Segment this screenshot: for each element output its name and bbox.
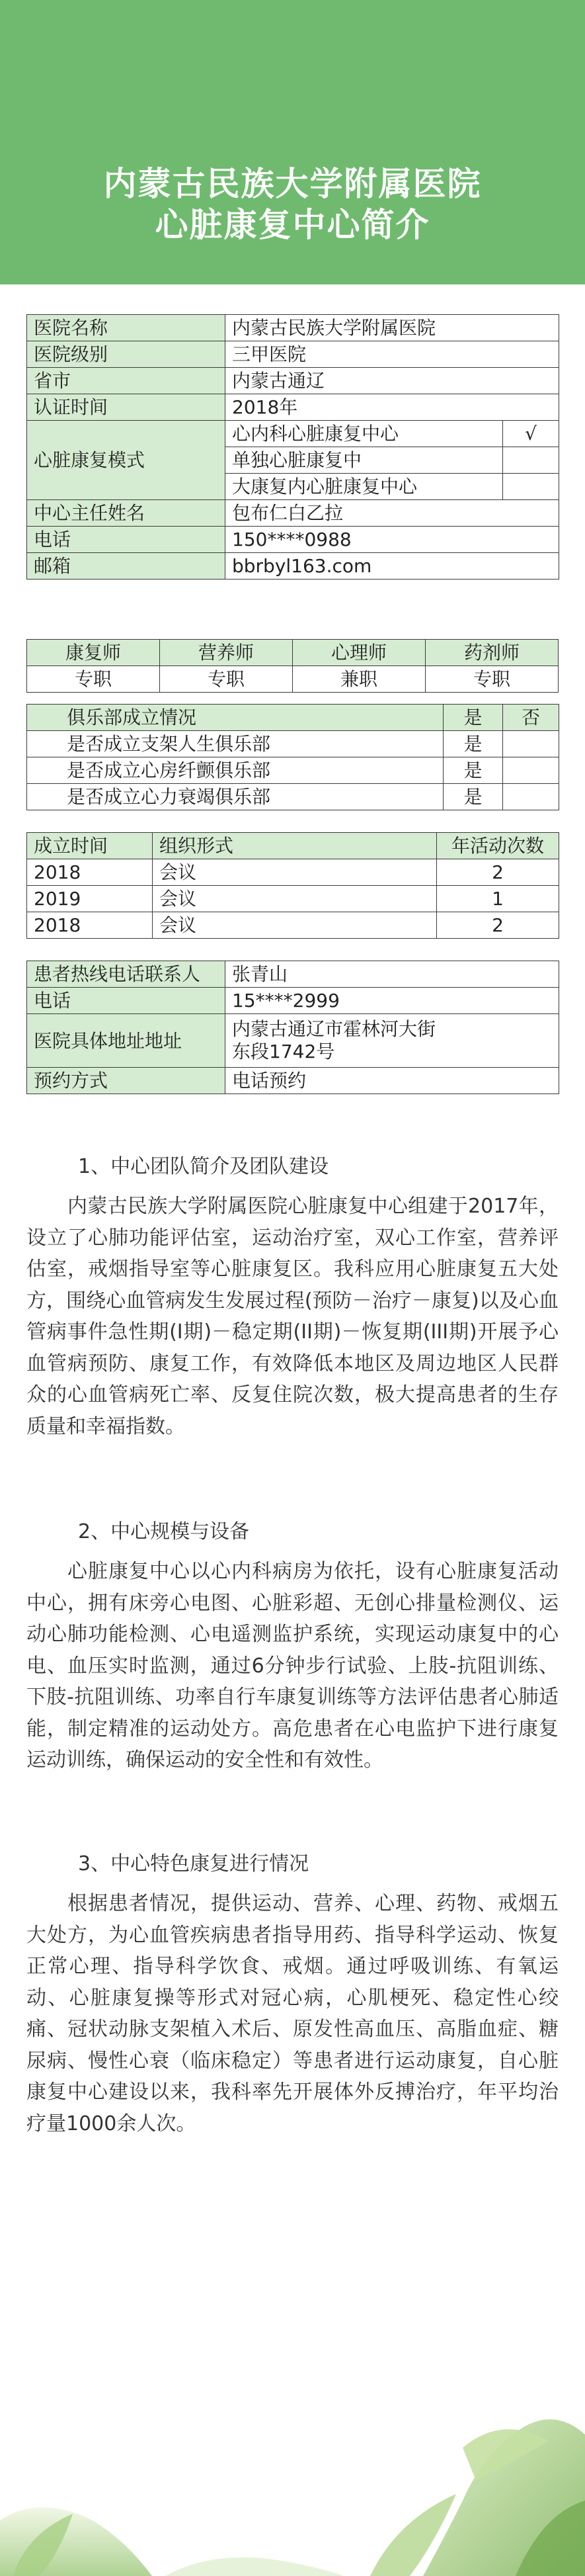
staff-table	[26, 639, 559, 693]
hospital-name: 内蒙古民族大学附属医院	[225, 315, 559, 341]
club-row-no	[503, 731, 559, 757]
mode-option: 大康复内心脏康复中心	[225, 474, 503, 500]
staff-header: 心理师	[293, 640, 426, 666]
activity-count: 1	[437, 886, 559, 912]
director-label: 中心主任姓名	[27, 500, 225, 527]
activity-year: 2018	[27, 859, 153, 886]
staff-value: 专职	[426, 666, 559, 693]
staff-value: 专职	[160, 666, 293, 693]
page-subtitle: 心脏康复中心简介	[155, 206, 430, 244]
basic-info-table	[26, 314, 559, 580]
phone: 150****0988	[225, 527, 559, 553]
club-row-label: 是否成立心力衰竭俱乐部	[27, 784, 444, 810]
page-title: 内蒙古民族大学附属医院	[103, 165, 482, 203]
staff-header: 营养师	[160, 640, 293, 666]
clubs-table	[26, 704, 559, 810]
activity-year: 2019	[27, 886, 153, 912]
leaf-decoration	[0, 2408, 585, 2576]
club-row-no	[503, 757, 559, 784]
staff-value: 兼职	[293, 666, 426, 693]
address-label: 医院具体地址地址	[27, 1014, 225, 1068]
activities-header: 组织形式	[153, 833, 437, 859]
club-row-label: 是否成立心房纤颤俱乐部	[27, 757, 444, 784]
mode-check-empty	[503, 447, 559, 474]
address-line1: 内蒙古通辽市霍林河大街	[232, 1018, 436, 1040]
activity-count: 2	[437, 912, 559, 939]
cert: 2018年	[225, 394, 559, 421]
staff-header: 康复师	[27, 640, 160, 666]
section-title-1: 1、中心团队简介及团队建设	[78, 1155, 329, 1178]
club-row-yes: 是	[444, 784, 503, 810]
province-label: 省市	[27, 368, 225, 394]
activity-form: 会议	[153, 859, 437, 886]
section-title-2: 2、中心规模与设备	[78, 1520, 250, 1543]
hotline-label: 患者热线电话联系人	[27, 961, 225, 988]
mode-check-empty	[503, 474, 559, 500]
address	[225, 1014, 559, 1068]
email: bbrbyl163.com	[225, 553, 559, 580]
clubs-yes-header: 是	[444, 705, 503, 731]
director: 包布仁白乙拉	[225, 500, 559, 527]
staff-value: 专职	[27, 666, 160, 693]
province: 内蒙古通辽	[225, 368, 559, 394]
club-row-no	[503, 784, 559, 810]
mode-option: 单独心脏康复中	[225, 447, 503, 474]
section-body-2: 心脏康复中心以心内科病房为依托，设有心脏康复活动中心，拥有床旁心电图、心脏彩超、无创心排量检测仪、运动心肺功能检测、心电遥测监护系统，实现运动康复中的心电、血压实时监测，通过6分钟步行试验、上肢-抗阻训练、下肢-抗阻训练、功率自行车康复训练等方法评估患者心肺适能，制定精准的运动处方。高危患者在心电监护下进行康复运动训练，确保运动的安全性和有效性。	[26, 1560, 559, 1772]
contact-table	[26, 961, 559, 1094]
email-label: 邮箱	[27, 553, 225, 580]
level: 三甲医院	[225, 341, 559, 368]
booking-label: 预约方式	[27, 1068, 225, 1094]
mode-option: 心内科心脏康复中心	[225, 421, 503, 447]
activity-form: 会议	[153, 886, 437, 912]
header-banner	[0, 0, 585, 284]
contact-phone: 15****2999	[225, 988, 559, 1014]
activity-year: 2018	[27, 912, 153, 939]
activity-count: 2	[437, 859, 559, 886]
contact-phone-label: 电话	[27, 988, 225, 1014]
club-row-label: 是否成立支架人生俱乐部	[27, 731, 444, 757]
section-title-3: 3、中心特色康复进行情况	[78, 1852, 309, 1875]
clubs-no-header: 否	[503, 705, 559, 731]
address-line2: 东段1742号	[232, 1041, 335, 1062]
mode-label: 心脏康复模式	[27, 421, 225, 500]
activities-header: 年活动次数	[437, 833, 559, 859]
section-body-3: 根据患者情况，提供运动、营养、心理、药物、戒烟五大处方，为心血管疾病患者指导用药、指导科学运动、恢复正常心理、指导科学饮食、戒烟。通过呼吸训练、有氧运动、心脏康复操等形式对冠心病，心肌梗死、稳定性心绞痛、冠状动脉支架植入术后、原发性高血压、高脂血症、糖尿病、慢性心衰（临床稳定）等患者进行运动康复，自心脏康复中心建设以来，我科率先开展体外反搏治疗，年平均治疗量1000余人次。	[26, 1892, 559, 2135]
level-label: 医院级别	[27, 341, 225, 368]
staff-header: 药剂师	[426, 640, 559, 666]
phone-label: 电话	[27, 527, 225, 553]
hotline: 张青山	[225, 961, 559, 988]
club-row-yes: 是	[444, 757, 503, 784]
activity-form: 会议	[153, 912, 437, 939]
club-row-yes: 是	[444, 731, 503, 757]
cert-label: 认证时间	[27, 394, 225, 421]
booking: 电话预约	[225, 1068, 559, 1094]
activities-table	[26, 832, 559, 939]
activities-header: 成立时间	[27, 833, 153, 859]
hospital-name-label: 医院名称	[27, 315, 225, 341]
clubs-header: 俱乐部成立情况	[27, 705, 444, 731]
section-body-1: 内蒙古民族大学附属医院心脏康复中心组建于2017年，设立了心肺功能评估室，运动治疗室，双心工作室，营养评估室，戒烟指导室等心脏康复区。我科应用心脏康复五大处方，围绕心血管病发生发展过程(预防－治疗－康复)以及心血管病事件急性期(I期)－稳定期(II期)－恢复期(III期)开展予心血管病预防、康复工作，有效降低本地区及周边地区人民群众的心血管病死亡率、反复住院次数，极大提高患者的生存质量和幸福指数。	[26, 1195, 559, 1438]
mode-check: √	[503, 421, 559, 447]
